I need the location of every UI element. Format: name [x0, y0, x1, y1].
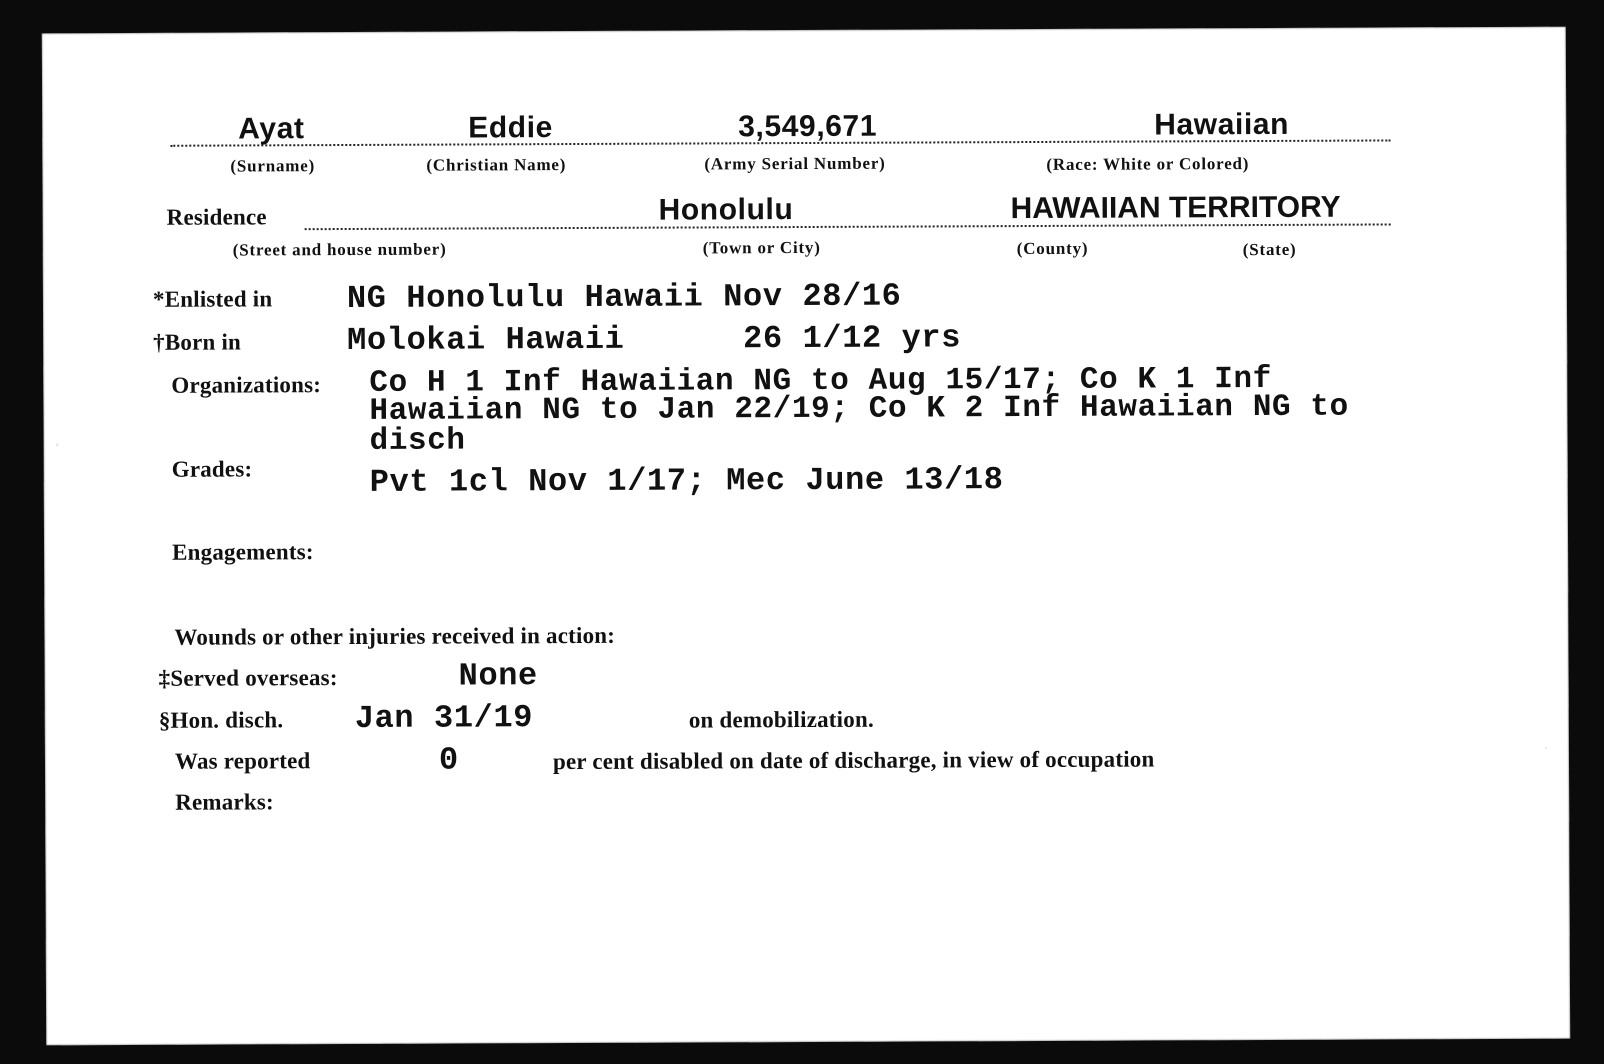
christian-name-value: Eddie: [468, 111, 553, 145]
scan-speck: [1545, 747, 1547, 749]
demobilization-label: on demobilization.: [688, 706, 874, 733]
street-caption: (Street and house number): [232, 239, 447, 260]
engagements-label: Engagements:: [172, 539, 314, 565]
born-place-value: Molokai Hawaii: [347, 320, 625, 360]
state-caption: (State): [1242, 239, 1297, 260]
serial-number-value: 3,549,671: [738, 109, 878, 144]
organizations-line-3: disch: [369, 423, 466, 459]
organizations-line-1: Co H 1 Inf Hawaiian NG to Aug 15/17; Co K 1 Inf: [369, 361, 1272, 401]
residence-state-value: HAWAIIAN TERRITORY: [1010, 190, 1341, 226]
town-caption: (Town or City): [702, 237, 821, 258]
residence-label: Residence: [166, 204, 267, 230]
serial-number-caption: (Army Serial Number): [704, 153, 886, 174]
served-overseas-label: ‡Served overseas:: [158, 665, 338, 691]
grades-value: Pvt 1cl Nov 1/17; Mec June 13/18: [369, 461, 1004, 501]
born-label: †Born in: [153, 329, 242, 355]
hon-disch-label: §Hon. disch.: [158, 707, 284, 733]
scan-speck: [56, 443, 59, 446]
county-caption: (County): [1016, 238, 1089, 259]
christian-name-caption: (Christian Name): [426, 155, 567, 175]
remarks-label: Remarks:: [175, 789, 274, 815]
surname-caption: (Surname): [230, 156, 316, 176]
grades-label: Grades:: [171, 456, 253, 482]
surname-value: Ayat: [238, 112, 305, 146]
was-reported-label: Was reported: [174, 748, 311, 774]
organizations-line-2: Hawaiian NG to Jan 22/19; Co K 2 Inf Hawaiian NG to: [369, 389, 1349, 429]
organizations-label: Organizations:: [171, 372, 322, 398]
discharge-date-value: Jan 31/19: [354, 699, 534, 737]
born-age-value: 26 1/12 yrs: [743, 319, 962, 358]
disabled-text: per cent disabled on date of discharge, in view of occupation: [552, 746, 1155, 775]
disability-percent-value: 0: [438, 741, 459, 779]
wounds-label: Wounds or other injuries received in action:: [174, 622, 616, 650]
race-caption: (Race: White or Colored): [1046, 154, 1250, 174]
record-card: [42, 27, 1570, 1046]
enlisted-value: NG Honolulu Hawaii Nov 28/16: [346, 277, 902, 318]
residence-city-value: Honolulu: [658, 193, 794, 227]
enlisted-label: *Enlisted in: [152, 286, 273, 312]
race-value: Hawaiian: [1154, 107, 1290, 142]
served-overseas-value: None: [458, 657, 538, 695]
